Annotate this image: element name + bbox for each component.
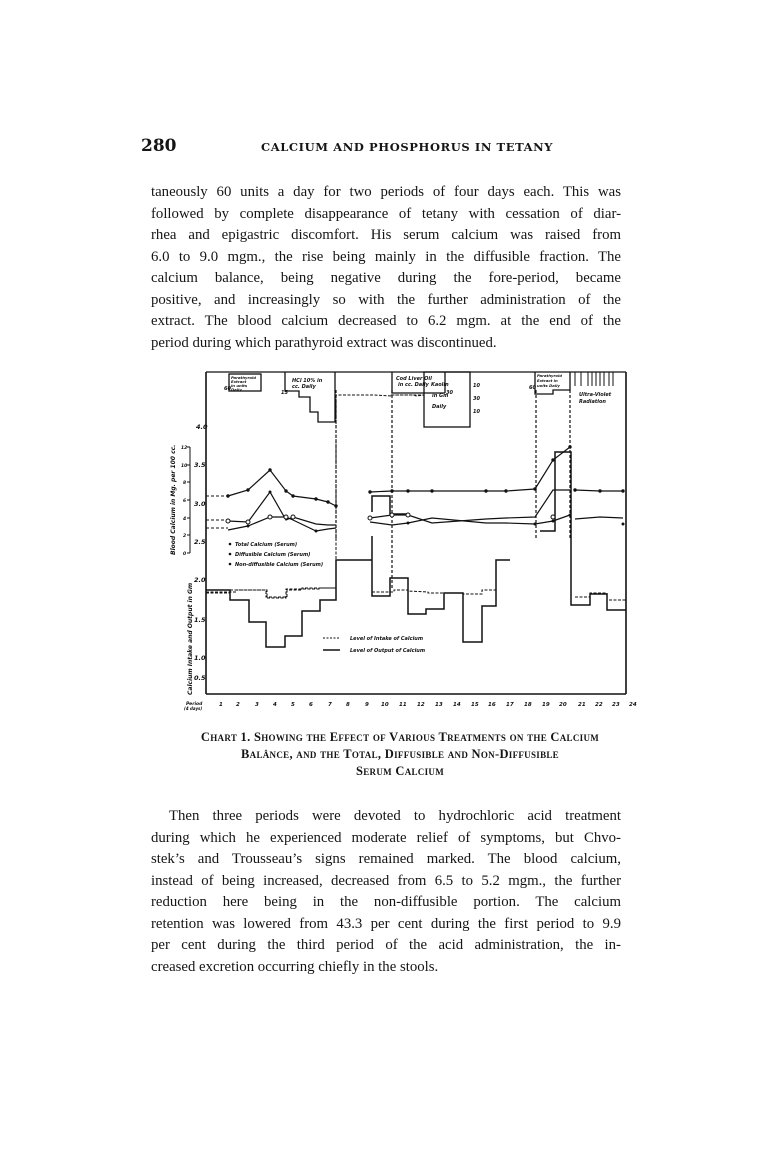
svg-text:in units: in units bbox=[231, 383, 248, 388]
svg-text:8: 8 bbox=[183, 481, 187, 486]
svg-text:3: 3 bbox=[255, 702, 259, 708]
output-line-mid-b bbox=[372, 536, 510, 642]
total-calcium-line bbox=[228, 470, 336, 506]
svg-text:5: 5 bbox=[291, 702, 295, 708]
svg-text:cc. Daily: cc. Daily bbox=[292, 384, 316, 390]
figure-caption bbox=[140, 729, 660, 780]
paragraph-line: followed by complete disappearance of tetany with cessation of diar- bbox=[151, 205, 621, 222]
serum-lines-right bbox=[575, 517, 623, 519]
svg-text:21: 21 bbox=[578, 702, 586, 708]
svg-text:(4 days): (4 days) bbox=[184, 706, 203, 711]
period-axis bbox=[184, 701, 637, 711]
balance-legend bbox=[323, 636, 425, 654]
svg-text:6: 6 bbox=[183, 499, 187, 504]
svg-text:30: 30 bbox=[473, 396, 480, 402]
paragraph-1 bbox=[151, 182, 621, 354]
svg-text:22: 22 bbox=[595, 702, 603, 708]
svg-text:2: 2 bbox=[183, 534, 187, 539]
svg-text:3.0: 3.0 bbox=[194, 500, 206, 508]
paragraph-line: calcium balance, being negative during the fore-period, became bbox=[151, 270, 621, 286]
svg-text:1.5: 1.5 bbox=[194, 616, 206, 624]
treatment-label-kaolin: Kaolin bbox=[431, 382, 449, 388]
period-axis-label: Period bbox=[186, 702, 203, 707]
page-header bbox=[141, 136, 625, 158]
svg-text:60: 60 bbox=[529, 385, 536, 391]
treatment-label-parathyroid-2: Parathyroid bbox=[537, 373, 563, 378]
svg-text:1.0: 1.0 bbox=[194, 654, 206, 662]
treatment-label-hcl: HCl 10% in bbox=[292, 378, 323, 384]
paragraph-line: taneously 60 units a day for two periods of four days each. This was bbox=[151, 184, 621, 200]
serum-axis-ticks bbox=[181, 445, 187, 557]
paragraph-line: retention was lowered from 43.3 per cent during the first period to 9.9 bbox=[151, 915, 621, 932]
legend-total: Total Calcium (Serum) bbox=[235, 542, 298, 548]
paragraph-line: creased excretion occurring chiefly in the stools. bbox=[151, 958, 439, 975]
svg-text:0.5: 0.5 bbox=[194, 674, 206, 682]
svg-text:17: 17 bbox=[506, 702, 514, 708]
svg-text:0: 0 bbox=[183, 552, 187, 557]
output-line-upper-mid bbox=[372, 496, 408, 514]
treatment-label-parathyroid: Parathyroid bbox=[231, 375, 257, 380]
svg-text:4: 4 bbox=[273, 702, 277, 708]
paragraph-line: 6.0 to 9.0 mgm., the rise being mainly in the diffusible fraction. The bbox=[151, 248, 621, 265]
treatment-label-cod-liver-oil: Cod Liver Oil bbox=[396, 376, 432, 382]
svg-text:in cc. Daily: in cc. Daily bbox=[398, 382, 429, 388]
svg-text:12: 12 bbox=[181, 446, 188, 451]
legend-non-diffusible: Non-diffusible Calcium (Serum) bbox=[235, 562, 324, 568]
paragraph-line: during which he experienced moderate relief of symptoms, but Chvo- bbox=[151, 829, 621, 846]
serum-axis-label: Blood Calcium in Mg. per 100 cc. bbox=[170, 444, 177, 555]
balance-axis-label: Calcium Intake and Output in Gm bbox=[187, 582, 194, 695]
svg-text:8: 8 bbox=[346, 702, 350, 708]
caption-line: Serum Calcium bbox=[356, 764, 444, 778]
svg-text:2.0: 2.0 bbox=[194, 576, 206, 584]
legend-intake: Level of Intake of Calcium bbox=[350, 636, 424, 642]
svg-text:2.5: 2.5 bbox=[194, 538, 206, 546]
svg-text:3.5: 3.5 bbox=[194, 461, 206, 469]
paragraph-line: stek’s and Trousseau’s signs remained marked. The blood calcium, bbox=[151, 851, 621, 867]
running-title: CALCIUM AND PHOSPHORUS IN TETANY bbox=[260, 140, 554, 154]
svg-text:24: 24 bbox=[629, 702, 637, 708]
svg-text:2: 2 bbox=[236, 702, 240, 708]
svg-text:10: 10 bbox=[181, 464, 188, 469]
svg-text:16: 16 bbox=[488, 702, 496, 708]
svg-text:10: 10 bbox=[381, 702, 389, 708]
page-number: 280 bbox=[141, 136, 177, 156]
paragraph-line: positive, and increasingly so with the further administration of the bbox=[151, 291, 621, 308]
svg-text:11: 11 bbox=[399, 702, 407, 708]
paragraph-line: rhea and epigastric discomfort. His serum calcium was raised from bbox=[151, 227, 621, 243]
diffusible-calcium-line-2 bbox=[370, 490, 570, 523]
svg-text:15: 15 bbox=[471, 702, 479, 708]
legend-diffusible: Diffusible Calcium (Serum) bbox=[235, 552, 311, 558]
caption-line: Balânce, and the Total, Diffusible and Non-Diffusible bbox=[241, 747, 559, 761]
uv-arrows-icon bbox=[575, 372, 613, 386]
paragraph-line: period during which parathyroid extract was discontinued. bbox=[151, 334, 497, 351]
svg-text:30: 30 bbox=[446, 390, 453, 396]
svg-text:Daily: Daily bbox=[231, 387, 242, 392]
svg-text:20: 20 bbox=[559, 702, 567, 708]
paragraph-line: reduction here being in the non-diffusible portion. The calcium bbox=[151, 894, 621, 910]
svg-text:60: 60 bbox=[224, 386, 231, 392]
svg-text:18: 18 bbox=[524, 702, 532, 708]
svg-text:Extract: Extract bbox=[231, 379, 247, 384]
svg-text:7: 7 bbox=[328, 702, 332, 708]
svg-text:in Gm: in Gm bbox=[432, 393, 449, 399]
svg-text:14: 14 bbox=[453, 702, 461, 708]
svg-text:19: 19 bbox=[542, 702, 550, 708]
svg-text:23: 23 bbox=[612, 702, 620, 708]
output-line-right bbox=[540, 452, 626, 610]
svg-text:Extract in: Extract in bbox=[537, 378, 558, 383]
paragraph-2 bbox=[151, 806, 621, 978]
chart-figure bbox=[160, 360, 650, 720]
total-calcium-line-2 bbox=[370, 447, 570, 492]
svg-text:Daily: Daily bbox=[432, 404, 447, 410]
svg-text:13: 13 bbox=[435, 702, 443, 708]
chart-svg bbox=[160, 360, 650, 720]
svg-text:1: 1 bbox=[219, 702, 223, 708]
diffusible-calcium-line bbox=[228, 492, 336, 525]
svg-text:4: 4 bbox=[183, 517, 187, 522]
serum-axis bbox=[187, 447, 190, 553]
paragraph-line: extract. The blood calcium decreased to 6.2 mgm. at the end of the bbox=[151, 313, 621, 329]
svg-text:units Daily: units Daily bbox=[537, 383, 560, 388]
svg-text:4.0: 4.0 bbox=[196, 423, 208, 431]
serum-legend bbox=[229, 542, 323, 568]
svg-text:9: 9 bbox=[365, 702, 369, 708]
svg-text:Radiation: Radiation bbox=[579, 399, 606, 405]
svg-text:10: 10 bbox=[473, 383, 480, 389]
svg-text:12: 12 bbox=[417, 702, 425, 708]
svg-text:10: 10 bbox=[473, 409, 480, 415]
legend-output: Level of Output of Calcium bbox=[350, 648, 426, 654]
caption-line: Chart 1. Showing the Effect of Various Treatments on the Calcium bbox=[200, 730, 600, 744]
paragraph-line: Then three periods were devoted to hydrochloric acid treatment bbox=[169, 808, 621, 824]
output-line-left bbox=[206, 560, 372, 647]
treatment-label-uv: Ultra-Violet bbox=[579, 392, 612, 398]
svg-text:6: 6 bbox=[309, 702, 313, 708]
chart-frame bbox=[206, 372, 626, 694]
svg-text:15: 15 bbox=[281, 390, 288, 396]
paragraph-line: per cent during the third period of the acid administration, the in- bbox=[151, 937, 621, 953]
paragraph-line: instead of being increased, decreased from 6.5 to 5.2 mgm., the further bbox=[151, 872, 621, 889]
